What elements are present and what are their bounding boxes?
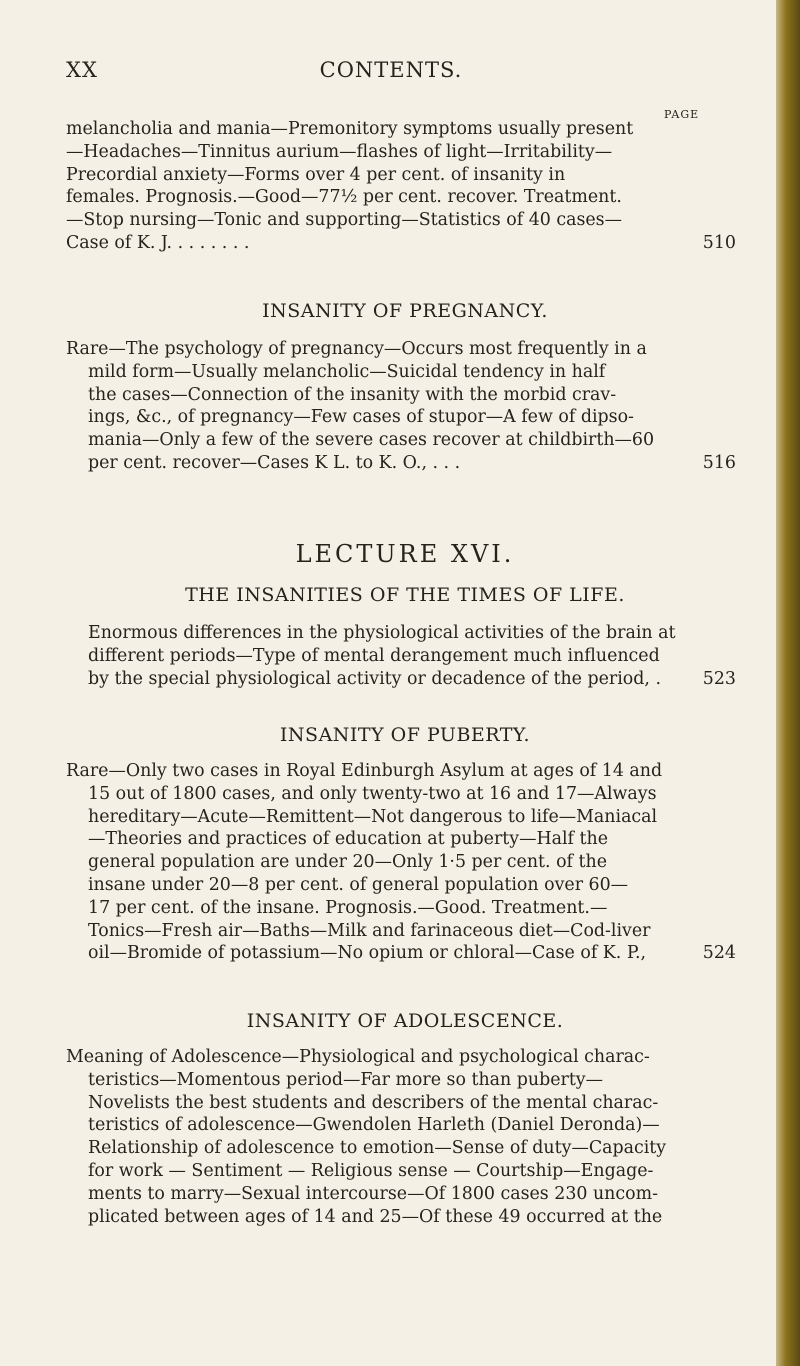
- entry-line: Relationship of adolescence to emotion—Sense of duty—Capacity: [88, 1138, 667, 1159]
- entry-line: —Stop nursing—Tonic and supporting—Statistics of 40 cases—: [66, 210, 622, 231]
- page-number: 510: [702, 232, 736, 253]
- entry-line: mild form—Usually melancholic—Suicidal tendency in half: [88, 361, 606, 382]
- entry-line: hereditary—Acute—Remittent—Not dangerous to life—Maniacal: [88, 806, 658, 827]
- entry-text: oil—Bromide of potassium—No opium or chloral—Case of K. P.,: [88, 943, 647, 964]
- entry-line: insane under 20—8 per cent. of general population over 60—: [88, 874, 629, 895]
- page-number: 523: [702, 668, 736, 689]
- entry-line: general population are under 20—Only 1·5 per cent. of the: [88, 852, 608, 873]
- entry-line: Rare—The psychology of pregnancy—Occurs most frequently in a: [66, 339, 647, 359]
- lecture-subtitle: THE INSANITIES OF THE TIMES OF LIFE.: [185, 584, 625, 606]
- entry-line: Meaning of Adolescence—Physiological and psychological charac-: [66, 1047, 650, 1067]
- roman-page-number: XX: [66, 58, 98, 82]
- entry-lecture-xvi: [66, 622, 742, 690]
- entry-line: —Theories and practices of education at puberty—Half the: [88, 829, 609, 850]
- entry-line: the cases—Connection of the insanity with the morbid crav-: [88, 384, 617, 405]
- lecture-title: LECTURE XVI.: [295, 540, 515, 568]
- entry-line-last: [66, 668, 742, 691]
- running-head: [66, 58, 716, 88]
- entry-line: mania—Only a few of the severe cases recover at childbirth—60: [88, 430, 655, 451]
- entry-line: teristics of adolescence—Gwendolen Harleth (Daniel Deronda)—: [88, 1115, 660, 1136]
- entry-melancholia: [66, 118, 742, 255]
- entry-line: for work — Sentiment — Religious sense — Courtship—Engage-: [88, 1160, 654, 1181]
- entry-line: Enormous differences in the physiological activities of the brain at: [88, 623, 676, 643]
- entry-line-last: [66, 232, 742, 255]
- entry-adolescence: [66, 1046, 742, 1228]
- entry-line: 17 per cent. of the insane. Prognosis.—Good. Treatment.—: [88, 897, 608, 918]
- entry-line: ments to marry—Sexual intercourse—Of 1800 cases 230 uncom-: [88, 1183, 658, 1204]
- page-number: 516: [702, 452, 736, 473]
- entry-puberty: [66, 760, 742, 965]
- entry-text: by the special physiological activity or decadence of the period, .: [88, 668, 661, 689]
- entry-line: 15 out of 1800 cases, and only twenty-two at 16 and 17—Always: [88, 783, 657, 804]
- entry-line: melancholia and mania—Premonitory symptoms usually present: [66, 119, 634, 139]
- entry-line: Novelists the best students and describers of the mental charac-: [88, 1092, 659, 1113]
- running-title: CONTENTS.: [319, 58, 463, 82]
- section-heading: INSANITY OF ADOLESCENCE.: [246, 1010, 564, 1032]
- entry-line: different periods—Type of mental derangement much influenced: [88, 645, 660, 666]
- page-column-label: PAGE: [664, 108, 700, 121]
- entry-line: Precordial anxiety—Forms over 4 per cent. of insanity in: [66, 164, 566, 185]
- entry-line: ings, &c., of pregnancy—Few cases of stupor—A few of dipso-: [88, 407, 634, 428]
- entry-line: Rare—Only two cases in Royal Edinburgh Asylum at ages of 14 and: [66, 761, 663, 781]
- entry-line: —Headaches—Tinnitus aurium—flashes of light—Irritability—: [66, 141, 613, 162]
- entry-line: females. Prognosis.—Good—77½ per cent. recover. Treatment.: [66, 187, 622, 208]
- entry-line-last: [66, 452, 742, 475]
- section-heading: INSANITY OF PREGNANCY.: [262, 300, 548, 322]
- entry-line: teristics—Momentous period—Far more so than puberty—: [88, 1069, 604, 1090]
- entry-text: Case of K. J. . . . . . . .: [66, 232, 250, 253]
- entry-pregnancy: [66, 338, 742, 475]
- section-heading: INSANITY OF PUBERTY.: [279, 724, 531, 746]
- entry-line: Tonics—Fresh air—Baths—Milk and farinaceous diet—Cod-liver: [88, 920, 651, 941]
- page-number: 524: [702, 943, 736, 964]
- entry-line-last: [66, 942, 742, 965]
- page-edge-binding: [776, 0, 800, 1366]
- entry-text: per cent. recover—Cases K L. to K. O., . . .: [88, 452, 461, 473]
- entry-line: plicated between ages of 14 and 25—Of these 49 occurred at the: [88, 1206, 663, 1227]
